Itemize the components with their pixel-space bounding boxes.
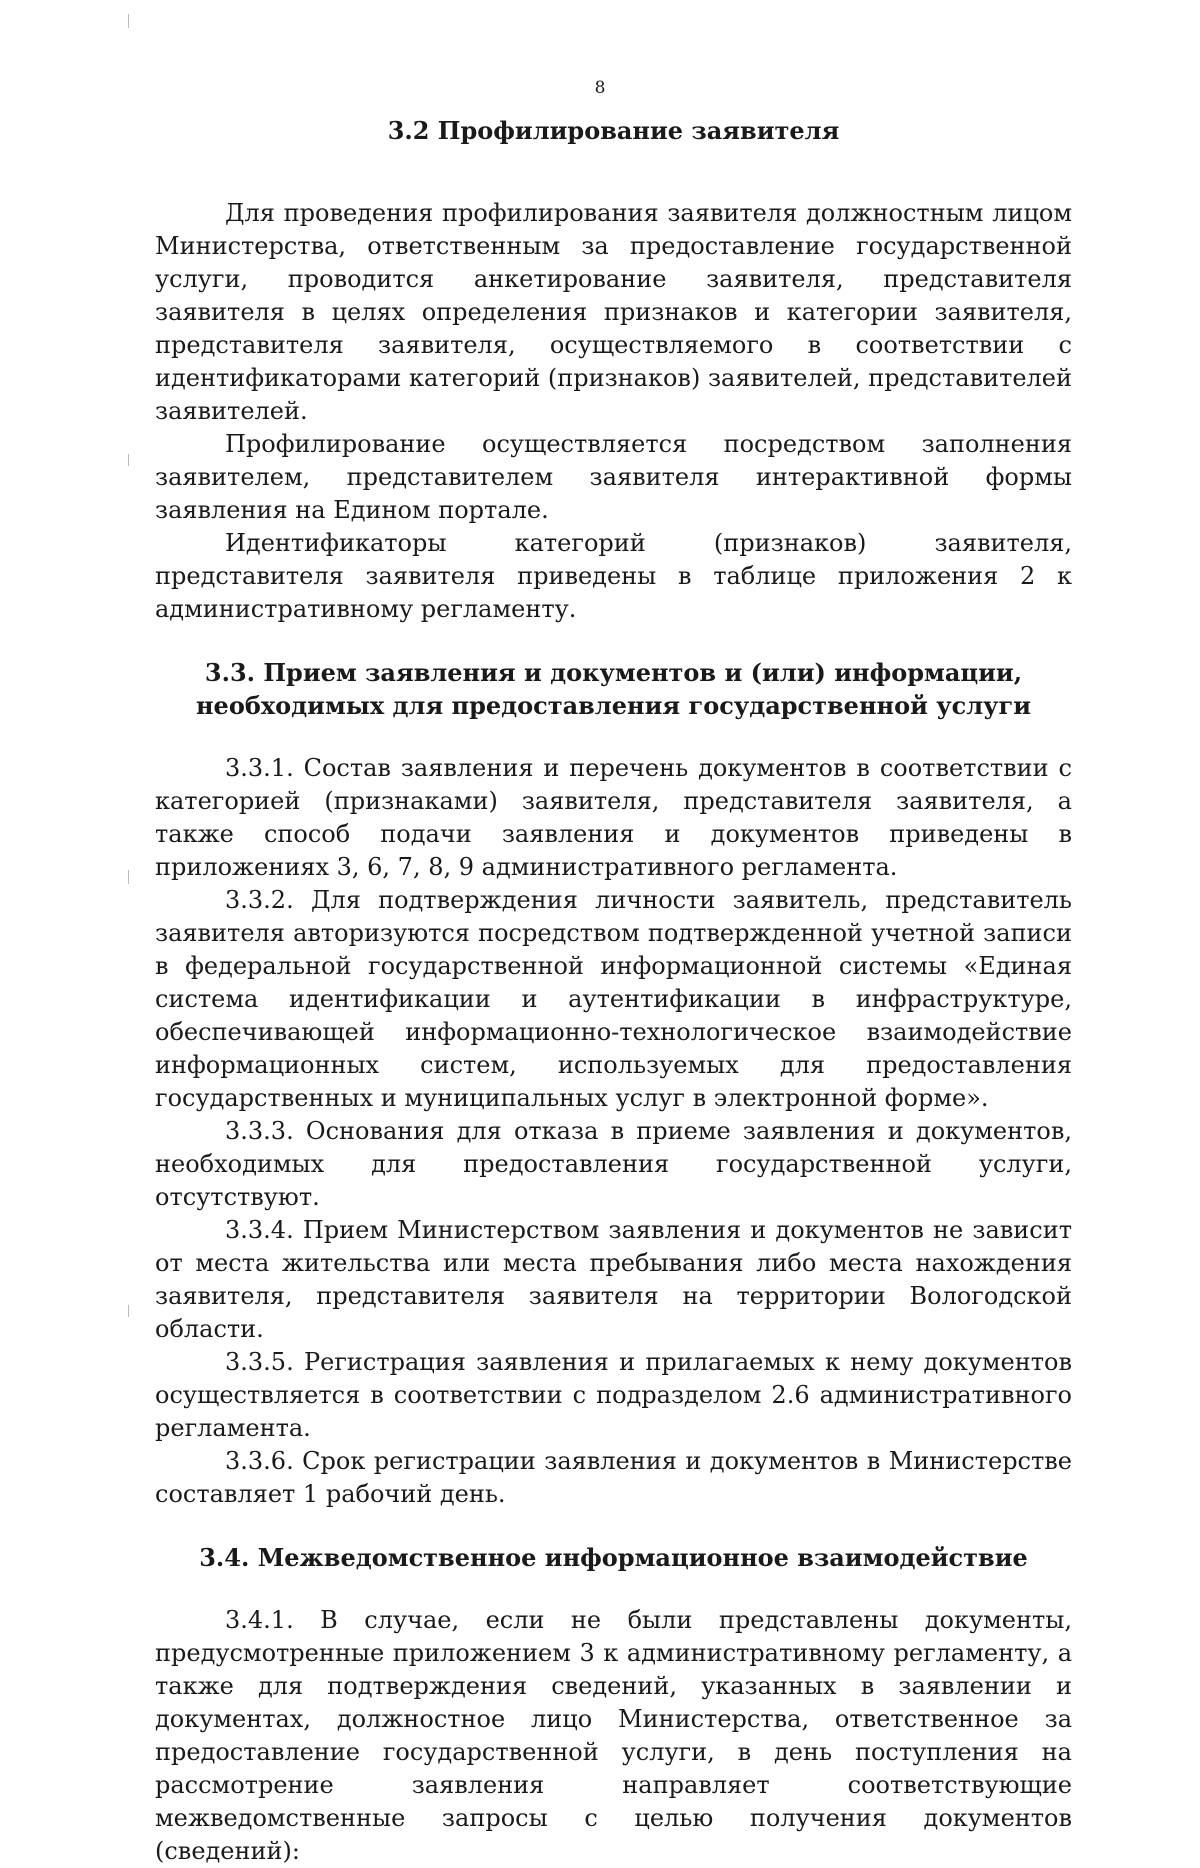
section-3-2-body — [155, 197, 1072, 626]
section-3-3-title-line1: 3.3. Прием заявления и документов и (или) информации, — [204, 658, 1023, 687]
section-3-4-title: 3.4. Межведомственное информационное взаимодействие — [199, 1543, 1028, 1572]
paragraph: 3.4.1. В случае, если не были представлены документы, предусмотренные приложением 3 к административному регламенту, а также для подтверждения сведений, указанных в заявлении и документах, должностное лицо Министерства, ответственное за предоставление государственной услуги, в день поступления на рассмотрение заявления направляет соответствующие межведомственные запросы с целью получения документов (сведений): — [155, 1606, 1072, 1865]
section-3-4-body — [155, 1604, 1072, 1868]
paragraph: 3.3.4. Прием Министерством заявления и документов не зависит от места жительства или места пребывания либо места нахождения заявителя, представителя заявителя на территории Вологодской области. — [155, 1216, 1072, 1343]
paragraph: 3.3.3. Основания для отказа в приеме заявления и документов, необходимых для предоставления государственной услуги, отсутствуют. — [155, 1117, 1072, 1211]
paragraph: 3.3.5. Регистрация заявления и прилагаемых к нему документов осуществляется в соответствии с подразделом 2.6 административного регламента. — [155, 1348, 1072, 1442]
section-3-3-title-line2: необходимых для предоставления государственной услуги — [195, 691, 1032, 720]
scan-mark — [128, 14, 129, 28]
paragraph: Идентификаторы категорий (признаков) заявителя, представителя заявителя приведены в таблице приложения 2 к административному регламенту. — [155, 529, 1072, 623]
paragraph: 3.3.1. Состав заявления и перечень документов в соответствии с категорией (признаками) заявителя, представителя заявителя, а также способ подачи заявления и документов приведены в приложениях 3, 6, 7, 8, 9 административного регламента. — [155, 754, 1072, 881]
scan-mark — [128, 454, 129, 466]
section-3-2-title: 3.2 Профилирование заявителя — [387, 116, 840, 145]
paragraph: 3.3.2. Для подтверждения личности заявитель, представитель заявителя авторизуются посредством подтвержденной учетной записи в федеральной государственной информационной системы «Единая система идентификации и аутентификации в инфраструктуре, обеспечивающей информационно-технологическое взаимодействие информационных систем, используемых для предоставления государственных и муниципальных услуг в электронной форме». — [155, 886, 1072, 1112]
paragraph: Для проведения профилирования заявителя должностным лицом Министерства, ответственным за предоставление государственной услуги, проводится анкетирование заявителя, представителя заявителя в целях определения признаков и категории заявителя, представителя заявителя, осуществляемого в соответствии с идентификаторами категорий (признаков) заявителей, представителей заявителей. — [155, 199, 1072, 425]
page-number: 8 — [594, 78, 606, 98]
paragraph: 3.3.6. Срок регистрации заявления и документов в Министерстве составляет 1 рабочий день. — [155, 1447, 1072, 1508]
section-3-3-body — [155, 752, 1072, 1511]
scan-mark — [128, 870, 129, 884]
paragraph: Профилирование осуществляется посредством заполнения заявителем, представителем заявителя интерактивной формы заявления на Едином портале. — [155, 430, 1072, 524]
scan-mark — [128, 1305, 129, 1317]
section-3-3-title — [155, 656, 1072, 722]
